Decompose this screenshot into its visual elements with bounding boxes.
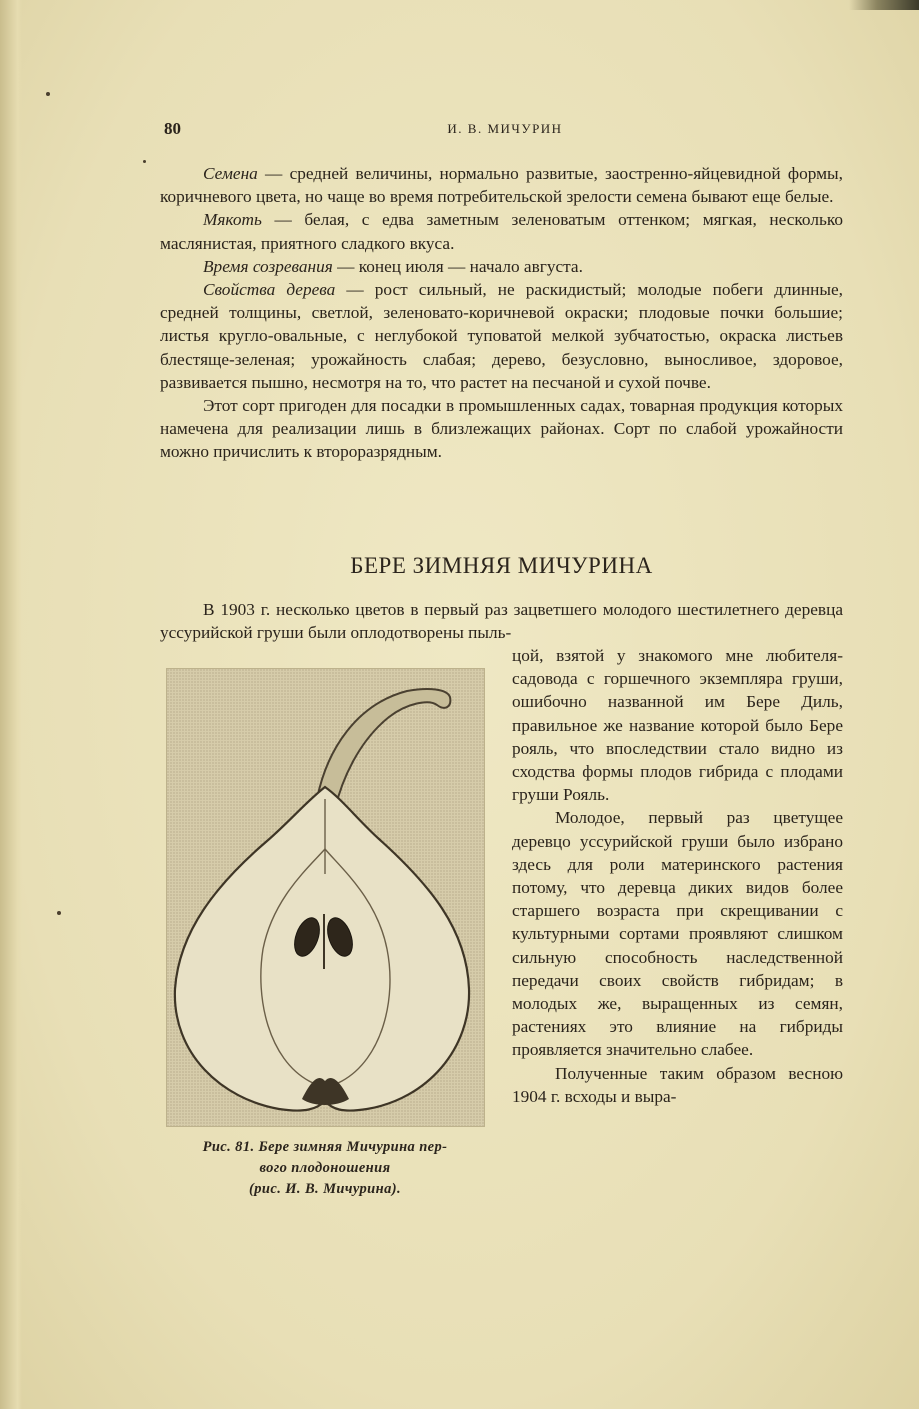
scan-speck	[143, 160, 146, 163]
caption-line: Рис. 81. Бере зимняя Мичурина пер-	[202, 1139, 448, 1155]
description-label: Мякоть	[203, 210, 262, 230]
variety-description	[160, 162, 843, 464]
caption-line: (рис. И. В. Мичурина).	[249, 1181, 401, 1197]
description-paragraph	[160, 208, 843, 254]
scan-corner-artifact	[849, 0, 919, 10]
description-text: — средней величины, нормально развитые, заостренно-яйцевидной формы, коричневого цвета, но чаще во время потребительской зрелости семена бывают еще белые.	[160, 164, 843, 207]
description-label: Время созревания	[203, 256, 333, 276]
description-paragraph	[160, 162, 843, 208]
page-number: 80	[164, 119, 181, 138]
section-title: БЕРЕ ЗИМНЯЯ МИЧУРИНА	[350, 553, 653, 578]
right-column-text	[512, 644, 843, 1108]
caption-line: вого плодоношения	[259, 1160, 391, 1176]
page-gutter-shadow	[0, 0, 22, 1409]
scan-speck	[57, 911, 61, 915]
description-label: Свойства дерева	[203, 280, 336, 300]
pear-cross-section-drawing	[167, 669, 484, 1126]
pear-illustration	[166, 668, 485, 1127]
scan-speck	[46, 92, 50, 96]
description-paragraph	[160, 255, 843, 278]
description-text: — конец июля — начало августа.	[332, 256, 583, 276]
page-header	[160, 119, 850, 143]
figure-caption	[155, 1137, 495, 1200]
intro-paragraph: В 1903 г. несколько цветов в первый раз зацветшего молодого шестилетнего деревца уссурийской груши были оплодотворены пыль-	[160, 600, 843, 643]
description-text: — белая, с едва заметным зеленоватым оттенком; мягкая, несколько маслянистая, приятного сладкого вкуса.	[160, 210, 843, 253]
running-head: И. В. МИЧУРИН	[447, 121, 563, 136]
description-text: — рост сильный, не раскидистый; молодые побеги длинные, средней толщины, светлой, зеленовато-коричневой окраски; плодовые почки большие; листья кругло-овальные, с неглубокой туповатой мелкой зубчатостью, окраска листьев блестяще-зеленая; урожайность слабая; дерево, безусловно, выносливое, здоровое, развивается пышно, несмотря на то, что растет на песчаной и сухой почве.	[160, 280, 843, 392]
column-paragraph: цой, взятой у знакомого мне любителя-садовода с горшечного экземпляра груши, ошибочно названной им Бере Диль, правильное же название которой было Бере рояль, что впоследствии стало видно из сходства формы плодов гибрида с плодами груши Рояль.	[512, 646, 843, 805]
section-intro	[160, 598, 843, 644]
column-paragraph: Полученные таким образом весною 1904 г. всходы и выра-	[512, 1063, 843, 1106]
conclusion-paragraph: Этот сорт пригоден для посадки в промышленных садах, товарная продукция которых намечена для реализации лишь в близлежащих районах. Сорт по слабой урожайности можно причислить к второразрядным.	[160, 396, 843, 462]
column-paragraph: Молодое, первый раз цветущее деревцо уссурийской груши было избрано здесь для роли материнского растения потому, что деревца диких видов более старшего возраста при скрещивании с культурными сортами проявляют слишком сильную способность наследственной передачи своих свойств гибридам; в молодых же, выращенных из семян, растениях это влияние на гибриды проявляется значительно слабее.	[512, 808, 843, 1060]
description-label: Семена	[203, 164, 258, 183]
description-paragraph	[160, 278, 843, 394]
